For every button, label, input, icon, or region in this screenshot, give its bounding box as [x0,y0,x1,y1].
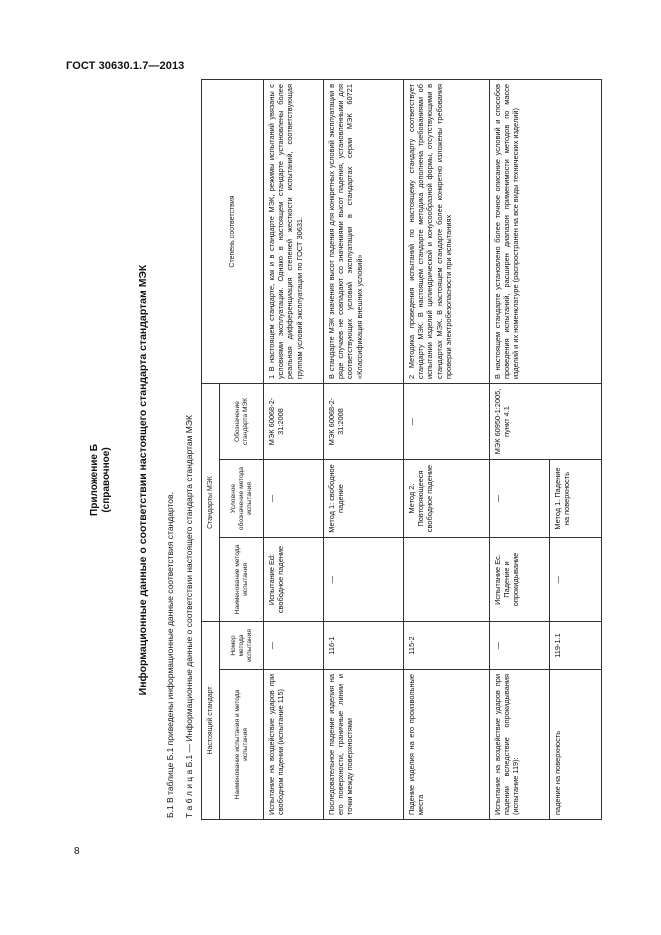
rotated-page-content [83,60,583,880]
row2-test-name: Последовательное падение изделия на его поверхности, граничные линии и точки между поверхностями [324,670,404,820]
row3-iec-test-name [404,538,490,622]
appendix-subtitle: (справочное) [101,447,112,513]
row3-iec-method-code: Метод 2. Повторяющееся свободное падение [404,460,490,538]
row5-iec-test-name: — [550,538,602,622]
group-header-this-standard: Настоящий стандарт [202,622,220,820]
col-header-test-name: Наименование испытания и метода испытания [220,670,264,820]
row1-iec-method-code: — [264,460,324,538]
appendix-heading [89,444,113,516]
row4-degree: В настоящем стандарте установлено более точное описание условий и способов проведения испытаний, расширен диапазон применимости методов по массе изделий и их номенклатуре (распространен на все виды технических изделий) [490,80,602,384]
row5-method-no: 119-1.1 [550,622,602,670]
row1-method-no: — [264,622,324,670]
row1-degree: 1 В настоящем стандарте, как и в стандарте МЭК, режимы испытаний увязаны с условиями эксплуатации. Однако в настоящем стандарте установлены более реальная дифференциация степеней жесткости испытаний, соответствующая группам условий эксплуатации по ГОСТ 30631. [264,80,324,384]
row4-iec-method-code: — [490,460,550,538]
row4-iec-test-name: Испытание Ec. Падение и опрокидывание [490,538,550,622]
row1-test-name: Испытание на воздействие ударов при свободном падении (испытание 115) [264,670,324,820]
row3-test-name: Падение изделия на его произвольные места [404,670,490,820]
correspondence-table [201,79,602,820]
row5-test-name: падение на поверхность [550,670,602,820]
row1-iec-test-name: Испытание Ed: свободное падение [264,538,324,622]
col-header-method-no: Номер метода испытания [220,622,264,670]
row3-iec-std: — [404,384,490,460]
appendix-title: Приложение Б [89,444,100,516]
table-caption: Т а б л и ц а Б.1 — Информационные данные о соответствии настоящего стандарта стандартам МЭК [184,415,194,818]
row3-degree: 2 Методика проведения испытаний по настоящему стандарту соответствует стандарту МЭК. В настоящем стандарте методика дополнена требованиями об испытании изделий цилиндрической и конусообразной формы, отсутствующими в стандартах МЭК. В настоящем стандарте более конкретно изложены требования проверки электробезопасности при испытаниях [404,80,490,384]
intro-paragraph: Б.1 В таблице Б.1 приведены информационные данные соответствия стандартов. [165,492,175,818]
row5-iec-method-code: Метод 1. Падение на поверхность [550,460,602,538]
row1-iec-std: МЭК 60068-2-31:2008 [264,384,324,460]
col-header-degree: Степень соответствия [202,80,264,384]
col-header-iec-method-code: Условное обозначение метода испытания [220,460,264,538]
row2-iec-test-name: — [324,538,404,622]
section-title: Информационные данные о соответствии настоящего стандарта стандартам МЭК [137,264,149,696]
row4-test-name: Испытание на воздействие ударов при падении вследствие опрокидывания (испытание 119): [490,670,550,820]
row2-degree: В стандарте МЭК значения высот падения для конкретных условий эксплуатации в ряде случаев не совпадают со значениями высот падения, установленными для соответствующих условий эксплуатации в стандартах серии МЭК 60721 «Классификация внешних условий» [324,80,404,384]
col-header-iec-test-name: Наименование метода испытания [220,538,264,622]
row4-iec-std: МЭК 60950-1:2005, пункт 4.1 [490,384,602,460]
row3-method-no: 115-2 [404,622,490,670]
document-header: ГОСТ 30630.1.7—2013 [66,60,185,72]
page-number: 8 [74,846,80,857]
group-header-iec-standards: Стандарты МЭК [202,384,220,622]
row2-iec-std: МЭК 60068-2-31:2008 [324,384,404,460]
row4-method-no: — [490,622,550,670]
col-header-iec-std: Обозначение стандарта МЭК [220,384,264,460]
row2-method-no: 116-1 [324,622,404,670]
row2-iec-method-code: Метод 1: свободное падение [324,460,404,538]
